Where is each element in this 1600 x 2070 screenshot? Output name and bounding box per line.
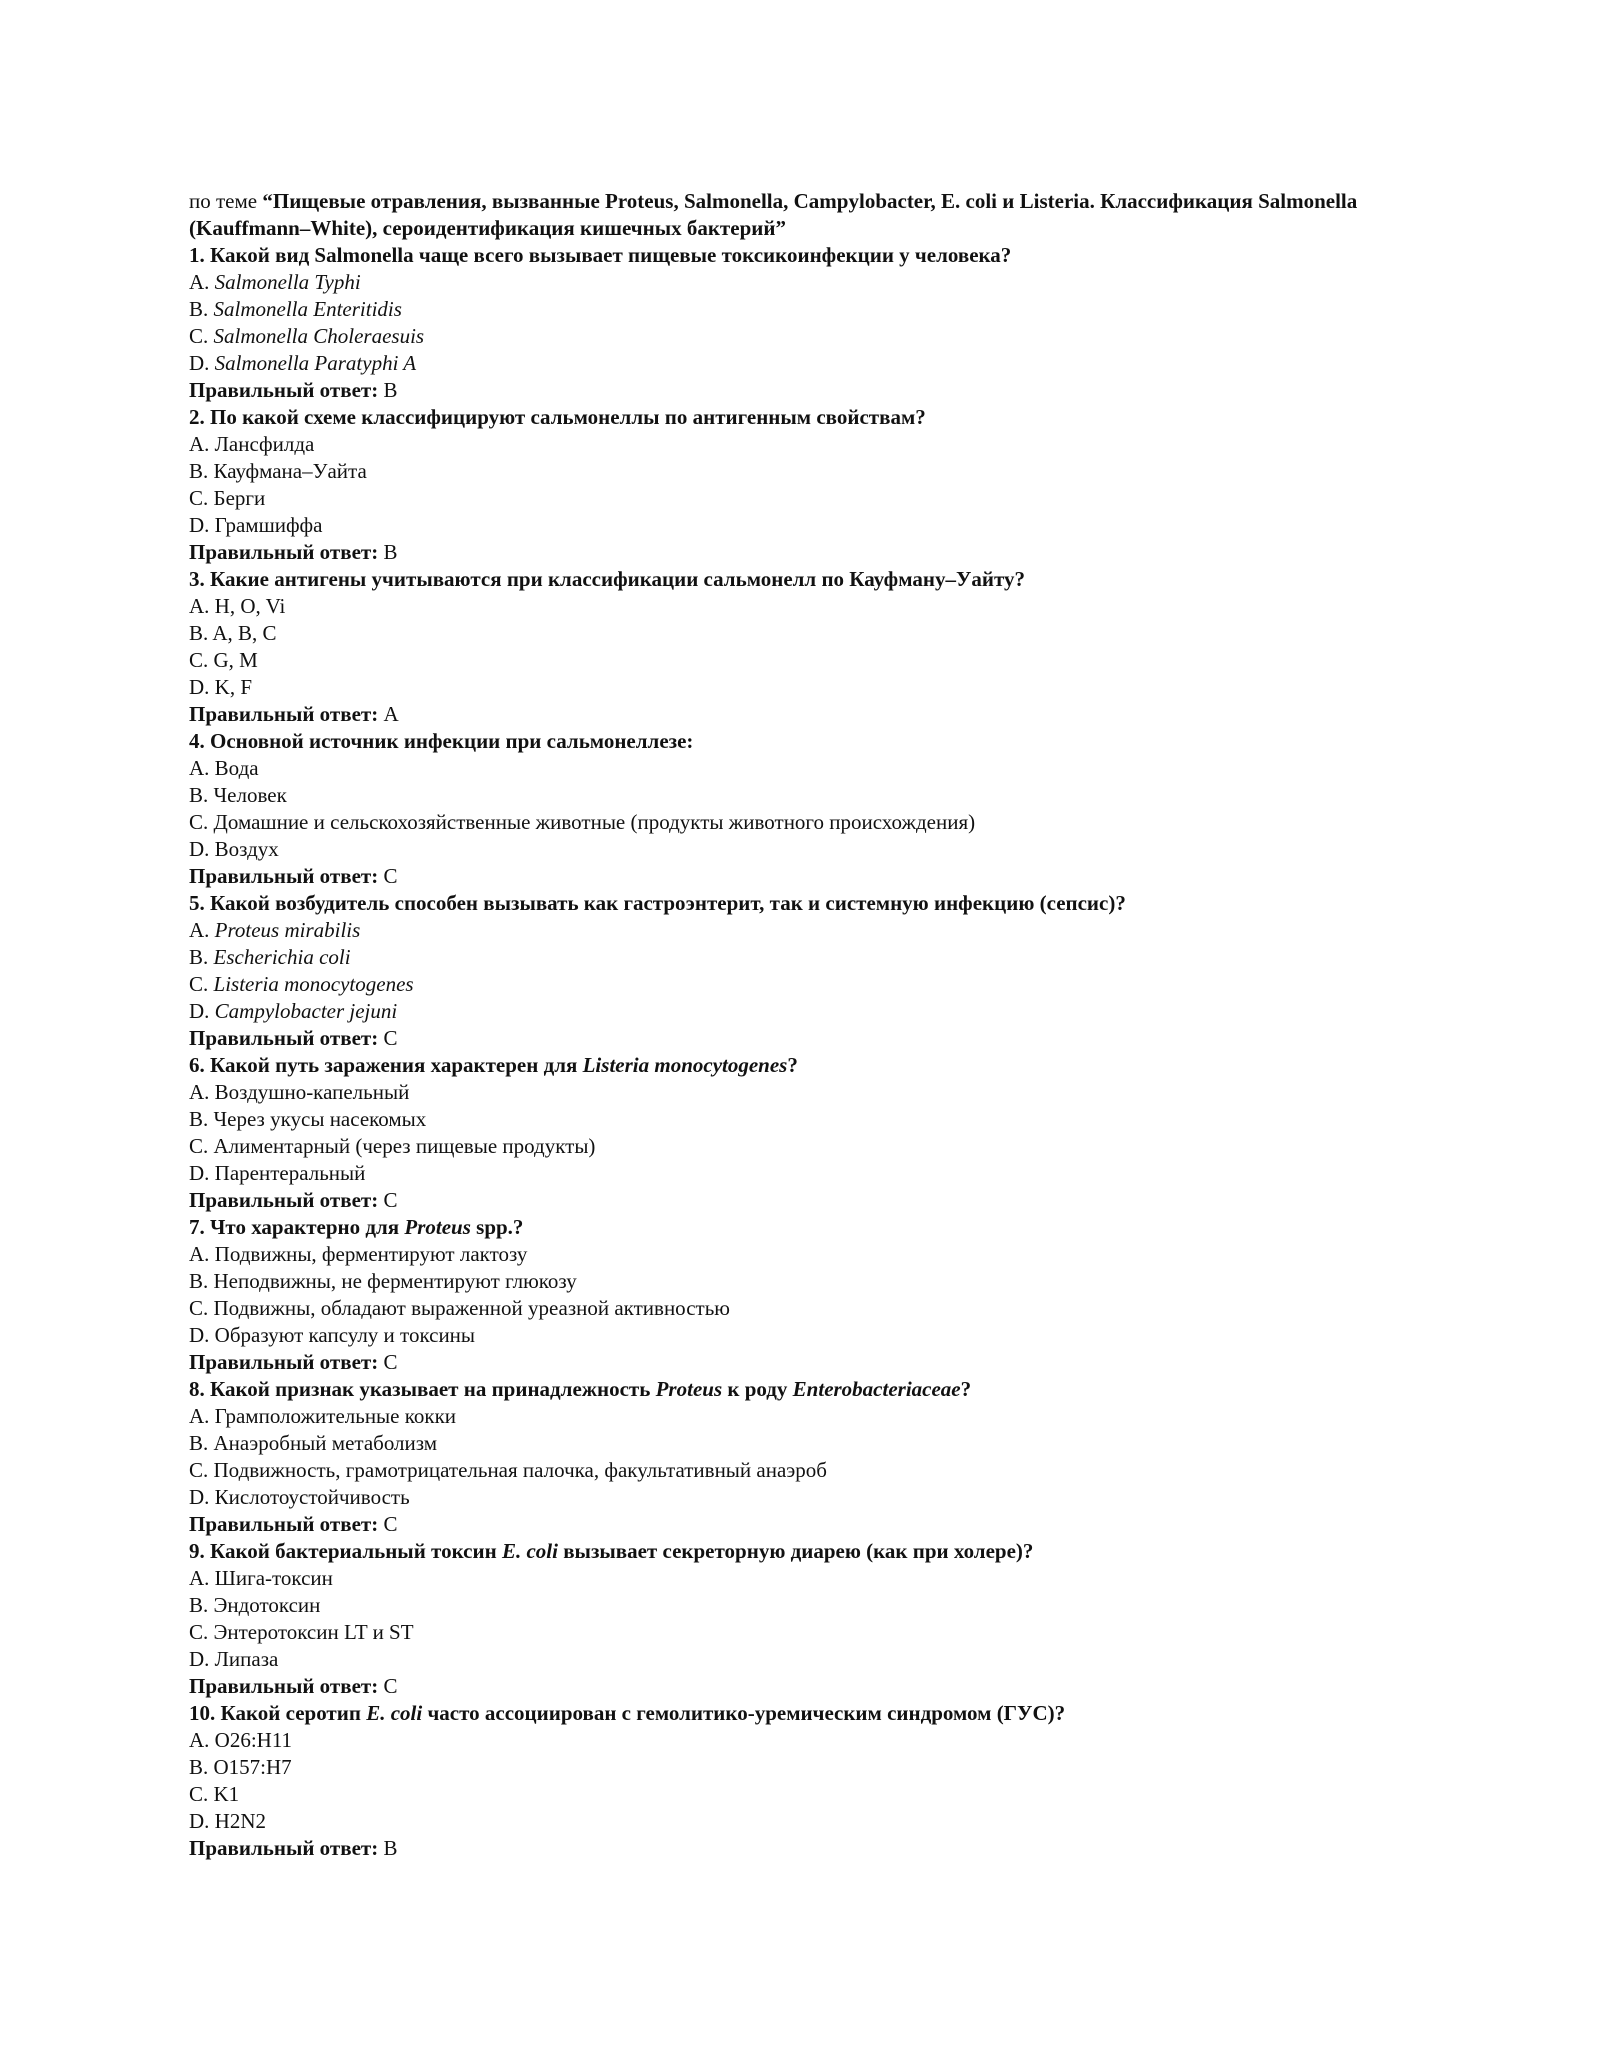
answer-option: D. Salmonella Paratyphi A xyxy=(189,351,417,375)
answer-option: A. Грамположительные кокки xyxy=(189,1404,457,1428)
answer-option: B. Escherichia coli xyxy=(189,945,351,969)
question-text: 7. Что характерно для Proteus spp.? xyxy=(189,1215,524,1239)
correct-answer: Правильный ответ: C xyxy=(189,1674,398,1698)
document-title xyxy=(189,188,1419,242)
answer-option: B. O157:H7 xyxy=(189,1755,292,1779)
answer-option: D. Грамшиффа xyxy=(189,513,323,537)
question-block xyxy=(189,1376,1419,1538)
question-text: 5. Какой возбудитель способен вызывать как гастроэнтерит, так и системную инфекцию (сепсис)? xyxy=(189,891,1126,915)
answer-option: C. Подвижность, грамотрицательная палочка, факультативный анаэроб xyxy=(189,1458,827,1482)
question-text: 8. Какой признак указывает на принадлежность Proteus к роду Enterobacteriaceae? xyxy=(189,1377,972,1401)
correct-answer: Правильный ответ: B xyxy=(189,1836,398,1860)
question-block xyxy=(189,1538,1419,1700)
question-text: 4. Основной источник инфекции при сальмонеллезе: xyxy=(189,729,694,753)
question-block xyxy=(189,1214,1419,1376)
correct-answer: Правильный ответ: C xyxy=(189,1512,398,1536)
answer-option: A. Вода xyxy=(189,756,259,780)
question-block xyxy=(189,890,1419,1052)
answer-option: A. Salmonella Typhi xyxy=(189,270,361,294)
answer-option: D. Образуют капсулу и токсины xyxy=(189,1323,476,1347)
question-block xyxy=(189,1700,1419,1862)
answer-option: A. Подвижны, ферментируют лактозу xyxy=(189,1242,528,1266)
question-text: 6. Какой путь заражения характерен для Listeria monocytogenes? xyxy=(189,1053,798,1077)
correct-answer: Правильный ответ: B xyxy=(189,378,398,402)
answer-option: B. Через укусы насекомых xyxy=(189,1107,427,1131)
answer-option: D. Кислотоустойчивость xyxy=(189,1485,410,1509)
question-block xyxy=(189,1052,1419,1214)
answer-option: C. K1 xyxy=(189,1782,240,1806)
answer-option: D. Липаза xyxy=(189,1647,279,1671)
question-block xyxy=(189,242,1419,404)
answer-option: B. Кауфмана–Уайта xyxy=(189,459,367,483)
answer-option: B. Человек xyxy=(189,783,287,807)
question-text: 9. Какой бактериальный токсин E. coli вызывает секреторную диарею (как при холере)? xyxy=(189,1539,1034,1563)
title-text: “Пищевые отравления, вызванные Proteus, Salmonella, Campylobacter, E. coli и Listeria. Классификация Salmonella (Kauffmann–White), сероидентификация кишечных бактерий” xyxy=(189,189,1358,240)
question-text: 1. Какой вид Salmonella чаще всего вызывает пищевые токсикоинфекции у человека? xyxy=(189,243,1012,267)
answer-option: D. Воздух xyxy=(189,837,279,861)
answer-option: C. Подвижны, обладают выраженной уреазной активностью xyxy=(189,1296,730,1320)
correct-answer: Правильный ответ: C xyxy=(189,864,398,888)
answer-option: A. Proteus mirabilis xyxy=(189,918,361,942)
answer-option: B. Неподвижны, не ферментируют глюкозу xyxy=(189,1269,577,1293)
question-text: 2. По какой схеме классифицируют сальмонеллы по антигенным свойствам? xyxy=(189,405,926,429)
answer-option: A. O26:H11 xyxy=(189,1728,293,1752)
correct-answer: Правильный ответ: C xyxy=(189,1188,398,1212)
answer-option: D. H2N2 xyxy=(189,1809,267,1833)
answer-option: B. Salmonella Enteritidis xyxy=(189,297,402,321)
correct-answer: Правильный ответ: A xyxy=(189,702,399,726)
answer-option: A. Лансфилда xyxy=(189,432,315,456)
answer-option: D. Парентеральный xyxy=(189,1161,366,1185)
answer-option: B. A, B, C xyxy=(189,621,277,645)
answer-option: A. H, O, Vi xyxy=(189,594,286,618)
question-block xyxy=(189,566,1419,728)
answer-option: D. Campylobacter jejuni xyxy=(189,999,398,1023)
title-prefix: по теме xyxy=(189,189,263,213)
correct-answer: Правильный ответ: C xyxy=(189,1026,398,1050)
answer-option: C. Алиментарный (через пищевые продукты) xyxy=(189,1134,596,1158)
correct-answer: Правильный ответ: B xyxy=(189,540,398,564)
answer-option: A. Воздушно-капельный xyxy=(189,1080,410,1104)
answer-option: A. Шига-токсин xyxy=(189,1566,333,1590)
answer-option: C. Берги xyxy=(189,486,266,510)
answer-option: B. Эндотоксин xyxy=(189,1593,321,1617)
answer-option: D. K, F xyxy=(189,675,253,699)
question-text: 10. Какой серотип E. coli часто ассоциирован с гемолитико-уремическим синдромом (ГУС)? xyxy=(189,1701,1066,1725)
document-page xyxy=(189,188,1419,1862)
question-block xyxy=(189,404,1419,566)
correct-answer: Правильный ответ: C xyxy=(189,1350,398,1374)
question-block xyxy=(189,728,1419,890)
answer-option: C. Энтеротоксин LT и ST xyxy=(189,1620,414,1644)
answer-option: C. G, M xyxy=(189,648,258,672)
answer-option: B. Анаэробный метаболизм xyxy=(189,1431,438,1455)
answer-option: C. Listeria monocytogenes xyxy=(189,972,414,996)
question-text: 3. Какие антигены учитываются при классификации сальмонелл по Кауфману–Уайту? xyxy=(189,567,1026,591)
answer-option: C. Домашние и сельскохозяйственные животные (продукты животного происхождения) xyxy=(189,810,976,834)
answer-option: C. Salmonella Choleraesuis xyxy=(189,324,425,348)
